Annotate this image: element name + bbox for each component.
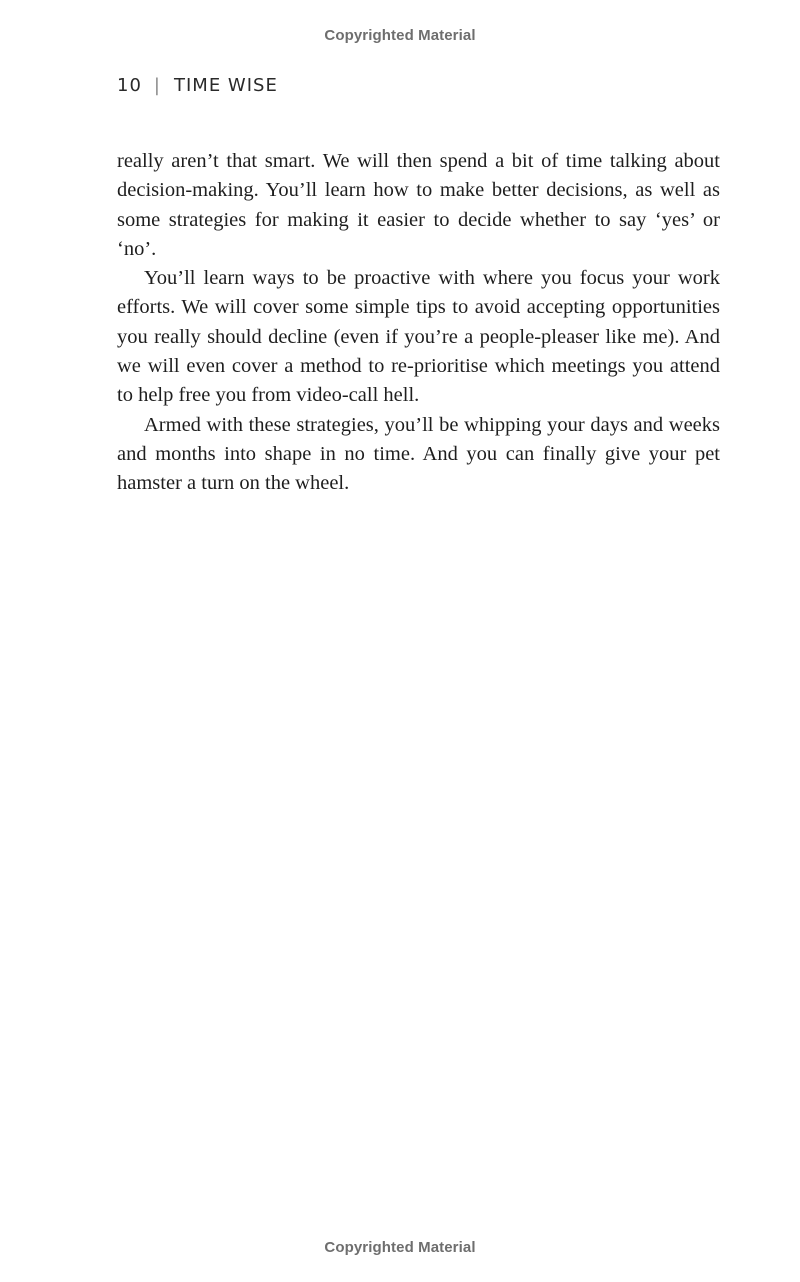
paragraph-continued: really aren’t that smart. We will then spend a bit of time talking about decision-making. You’ll learn how to make better decisions, as well as some strategies for making it easier to decide whether to say ‘yes’ or ‘no’. [117,150,720,260]
page-number: 10 [117,75,142,96]
running-head-separator: | [153,75,161,96]
book-title: TIME WISE [173,75,278,96]
copyright-watermark-bottom: Copyrighted Material [324,1239,476,1256]
copyright-watermark-top: Copyrighted Material [324,27,476,44]
running-head [117,75,278,96]
paragraph: Armed with these strategies, you’ll be whipping your days and weeks and months into shape in no time. And you can finally give your pet hamster a turn on the wheel. [117,413,720,495]
paragraph: You’ll learn ways to be proactive with where you focus your work efforts. We will cover some simple tips to avoid accepting opportunities you really should decline (even if you’re a people-pleaser like me). And we will even cover a method to re-prioritise which meetings you attend to help free you from video-call hell. [117,267,720,407]
body-text [117,147,720,499]
